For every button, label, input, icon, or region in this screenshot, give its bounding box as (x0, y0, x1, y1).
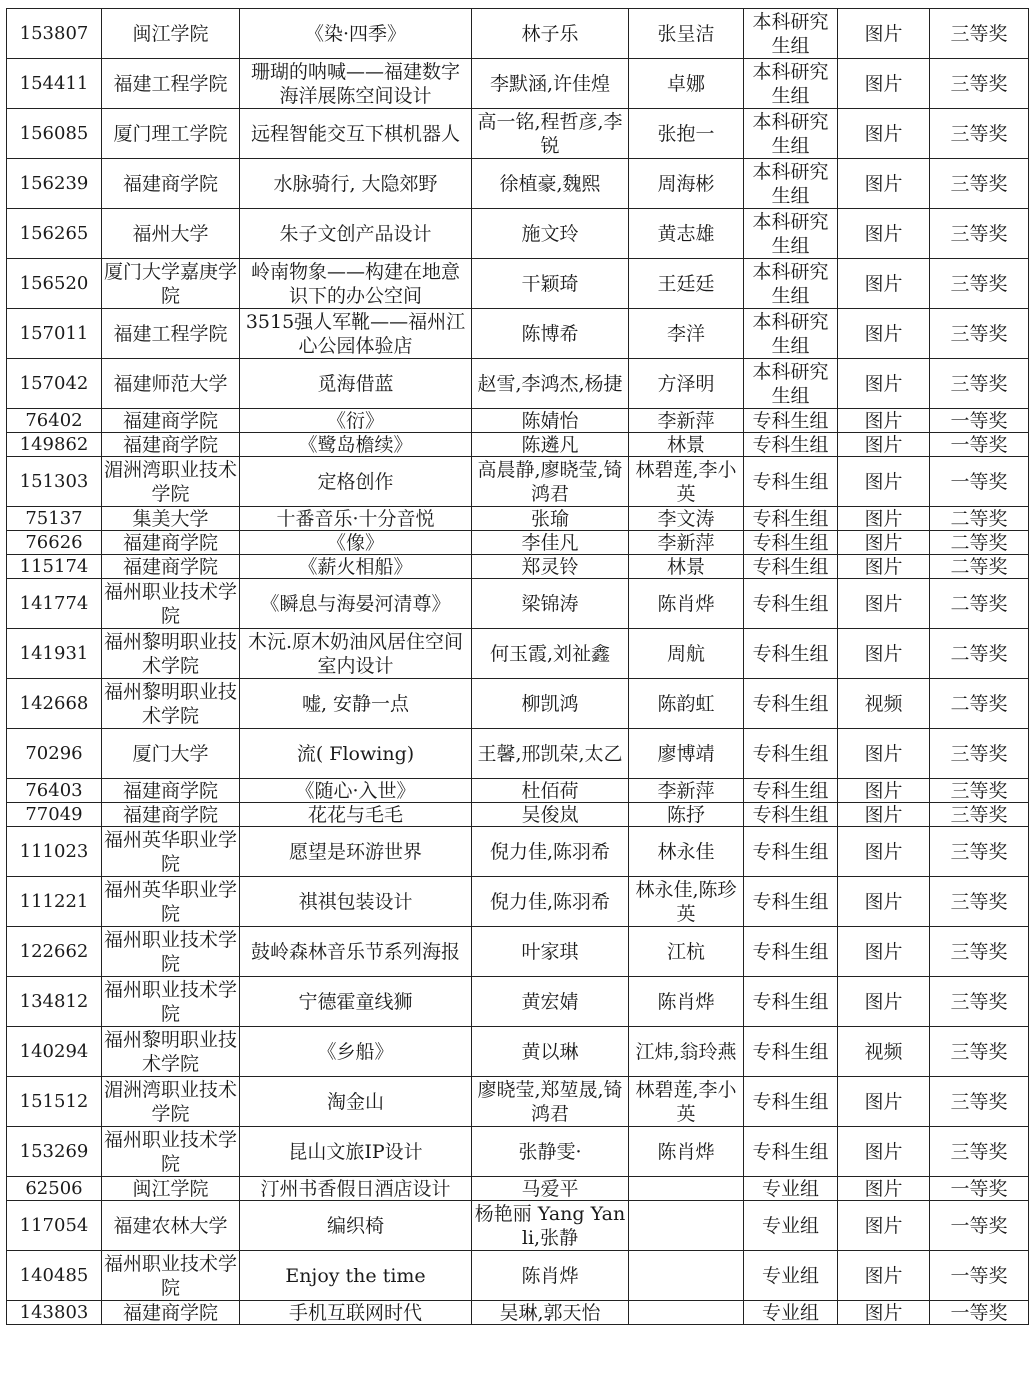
table-row (7, 457, 1029, 507)
group-cell: 专业组 (744, 1177, 838, 1201)
advisor-cell: 江炜,翁玲燕 (629, 1027, 744, 1077)
entry-id-cell: 149862 (7, 433, 102, 457)
table-row (7, 433, 1029, 457)
entry-id-cell: 111221 (7, 877, 102, 927)
group-cell: 本科研究生组 (744, 109, 838, 159)
award-cell: 一等奖 (930, 409, 1029, 433)
group-cell: 专科生组 (744, 803, 838, 827)
work-title-cell: 花花与毛毛 (240, 803, 472, 827)
group-cell: 专业组 (744, 1301, 838, 1325)
group-cell: 专科生组 (744, 555, 838, 579)
authors-cell: 倪力佳,陈羽希 (472, 877, 629, 927)
work-title-cell: 定格创作 (240, 457, 472, 507)
work-type-cell: 图片 (838, 579, 930, 629)
authors-cell: 干颖琦 (472, 259, 629, 309)
work-type-cell: 图片 (838, 309, 930, 359)
school-cell: 厦门大学嘉庚学院 (102, 259, 240, 309)
entry-id-cell: 70296 (7, 729, 102, 779)
entry-id-cell: 153269 (7, 1127, 102, 1177)
group-cell: 本科研究生组 (744, 259, 838, 309)
advisor-cell: 王廷廷 (629, 259, 744, 309)
school-cell: 福建工程学院 (102, 309, 240, 359)
authors-cell: 倪力佳,陈羽希 (472, 827, 629, 877)
authors-cell: 李默涵,许佳煌 (472, 59, 629, 109)
table-row (7, 309, 1029, 359)
table-row (7, 1201, 1029, 1251)
entry-id-cell: 140294 (7, 1027, 102, 1077)
authors-cell: 陈遴凡 (472, 433, 629, 457)
table-row (7, 803, 1029, 827)
table-row (7, 555, 1029, 579)
school-cell: 福建商学院 (102, 159, 240, 209)
work-type-cell: 视频 (838, 1027, 930, 1077)
table-row (7, 1301, 1029, 1325)
table-row (7, 1177, 1029, 1201)
advisor-cell: 李新萍 (629, 779, 744, 803)
advisor-cell: 林景 (629, 555, 744, 579)
authors-cell: 张静雯· (472, 1127, 629, 1177)
work-type-cell: 图片 (838, 555, 930, 579)
school-cell: 湄洲湾职业技术学院 (102, 457, 240, 507)
school-cell: 福建师范大学 (102, 359, 240, 409)
work-type-cell: 图片 (838, 59, 930, 109)
work-type-cell: 图片 (838, 531, 930, 555)
advisor-cell: 陈抒 (629, 803, 744, 827)
table-row (7, 629, 1029, 679)
work-type-cell: 图片 (838, 259, 930, 309)
group-cell: 本科研究生组 (744, 309, 838, 359)
work-title-cell: 《随心·入世》 (240, 779, 472, 803)
authors-cell: 柳凯鸿 (472, 679, 629, 729)
group-cell: 专科生组 (744, 827, 838, 877)
group-cell: 本科研究生组 (744, 159, 838, 209)
advisor-cell: 李文涛 (629, 507, 744, 531)
table-row (7, 1077, 1029, 1127)
award-cell: 一等奖 (930, 1201, 1029, 1251)
school-cell: 福州职业技术学院 (102, 579, 240, 629)
award-cell: 三等奖 (930, 877, 1029, 927)
entry-id-cell: 111023 (7, 827, 102, 877)
award-cell: 三等奖 (930, 259, 1029, 309)
work-type-cell: 图片 (838, 1251, 930, 1301)
entry-id-cell: 156085 (7, 109, 102, 159)
table-row (7, 877, 1029, 927)
table-row (7, 409, 1029, 433)
authors-cell: 李佳凡 (472, 531, 629, 555)
advisor-cell: 廖博靖 (629, 729, 744, 779)
work-type-cell: 图片 (838, 9, 930, 59)
group-cell: 专科生组 (744, 457, 838, 507)
work-title-cell: 《鹭岛檐续》 (240, 433, 472, 457)
school-cell: 福建工程学院 (102, 59, 240, 109)
work-title-cell: 嘘, 安静一点 (240, 679, 472, 729)
work-title-cell: Enjoy the time (240, 1251, 472, 1301)
advisor-cell: 陈肖烨 (629, 977, 744, 1027)
work-type-cell: 图片 (838, 803, 930, 827)
authors-cell: 高晨静,廖晓莹,锜鸿君 (472, 457, 629, 507)
work-type-cell: 图片 (838, 779, 930, 803)
work-title-cell: 朱子文创产品设计 (240, 209, 472, 259)
table-row (7, 159, 1029, 209)
award-cell: 三等奖 (930, 309, 1029, 359)
school-cell: 闽江学院 (102, 9, 240, 59)
advisor-cell: 周海彬 (629, 159, 744, 209)
school-cell: 福建商学院 (102, 803, 240, 827)
award-cell: 三等奖 (930, 779, 1029, 803)
group-cell: 本科研究生组 (744, 359, 838, 409)
work-type-cell: 图片 (838, 977, 930, 1027)
entry-id-cell: 157042 (7, 359, 102, 409)
work-type-cell: 图片 (838, 109, 930, 159)
work-type-cell: 图片 (838, 1127, 930, 1177)
work-title-cell: 愿望是环游世界 (240, 827, 472, 877)
work-title-cell: 宁德霍童线狮 (240, 977, 472, 1027)
award-cell: 三等奖 (930, 209, 1029, 259)
authors-cell: 高一铭,程哲彦,李锐 (472, 109, 629, 159)
authors-cell: 陈博希 (472, 309, 629, 359)
group-cell: 专科生组 (744, 977, 838, 1027)
entry-id-cell: 76402 (7, 409, 102, 433)
table-row (7, 779, 1029, 803)
table-row (7, 259, 1029, 309)
advisor-cell: 卓娜 (629, 59, 744, 109)
work-title-cell: 《像》 (240, 531, 472, 555)
entry-id-cell: 117054 (7, 1201, 102, 1251)
entry-id-cell: 157011 (7, 309, 102, 359)
work-title-cell: 流( Flowing) (240, 729, 472, 779)
award-cell: 一等奖 (930, 1251, 1029, 1301)
awards-table-body (7, 9, 1029, 1325)
award-cell: 二等奖 (930, 531, 1029, 555)
advisor-cell: 陈肖烨 (629, 579, 744, 629)
work-title-cell: 远程智能交互下棋机器人 (240, 109, 472, 159)
table-row (7, 1127, 1029, 1177)
work-title-cell: 岭南物象——构建在地意识下的办公空间 (240, 259, 472, 309)
advisor-cell: 黄志雄 (629, 209, 744, 259)
table-row (7, 209, 1029, 259)
award-cell: 三等奖 (930, 1077, 1029, 1127)
awards-table (6, 8, 1029, 1325)
award-cell: 三等奖 (930, 59, 1029, 109)
work-title-cell: 水脉骑行, 大隐郊野 (240, 159, 472, 209)
authors-cell: 梁锦涛 (472, 579, 629, 629)
entry-id-cell: 141931 (7, 629, 102, 679)
advisor-cell: 张呈洁 (629, 9, 744, 59)
work-title-cell: 编织椅 (240, 1201, 472, 1251)
advisor-cell: 林景 (629, 433, 744, 457)
school-cell: 福建商学院 (102, 779, 240, 803)
entry-id-cell: 156265 (7, 209, 102, 259)
advisor-cell: 陈韵虹 (629, 679, 744, 729)
advisor-cell (629, 1201, 744, 1251)
entry-id-cell: 153807 (7, 9, 102, 59)
school-cell: 福州职业技术学院 (102, 927, 240, 977)
work-type-cell: 图片 (838, 159, 930, 209)
work-type-cell: 图片 (838, 209, 930, 259)
school-cell: 福州黎明职业技术学院 (102, 629, 240, 679)
award-cell: 三等奖 (930, 803, 1029, 827)
table-row (7, 1027, 1029, 1077)
school-cell: 集美大学 (102, 507, 240, 531)
entry-id-cell: 140485 (7, 1251, 102, 1301)
advisor-cell: 周航 (629, 629, 744, 679)
advisor-cell: 方泽明 (629, 359, 744, 409)
group-cell: 专科生组 (744, 1127, 838, 1177)
authors-cell: 陈婧怡 (472, 409, 629, 433)
table-row (7, 9, 1029, 59)
advisor-cell: 陈肖烨 (629, 1127, 744, 1177)
entry-id-cell: 77049 (7, 803, 102, 827)
table-row (7, 679, 1029, 729)
group-cell: 本科研究生组 (744, 209, 838, 259)
school-cell: 福州黎明职业技术学院 (102, 679, 240, 729)
authors-cell: 黄宏婧 (472, 977, 629, 1027)
work-title-cell: 鼓岭森林音乐节系列海报 (240, 927, 472, 977)
school-cell: 厦门大学 (102, 729, 240, 779)
work-title-cell: 祺祺包装设计 (240, 877, 472, 927)
authors-cell: 吴俊岚 (472, 803, 629, 827)
authors-cell: 赵雪,李鸿杰,杨捷 (472, 359, 629, 409)
work-title-cell: 《染·四季》 (240, 9, 472, 59)
authors-cell: 林子乐 (472, 9, 629, 59)
school-cell: 福州英华职业学院 (102, 827, 240, 877)
work-type-cell: 图片 (838, 629, 930, 679)
entry-id-cell: 143803 (7, 1301, 102, 1325)
group-cell: 专科生组 (744, 409, 838, 433)
authors-cell: 陈肖烨 (472, 1251, 629, 1301)
award-cell: 二等奖 (930, 555, 1029, 579)
entry-id-cell: 75137 (7, 507, 102, 531)
work-title-cell: 昆山文旅IP设计 (240, 1127, 472, 1177)
entry-id-cell: 156239 (7, 159, 102, 209)
table-row (7, 109, 1029, 159)
entry-id-cell: 115174 (7, 555, 102, 579)
award-cell: 三等奖 (930, 9, 1029, 59)
school-cell: 福州黎明职业技术学院 (102, 1027, 240, 1077)
work-type-cell: 图片 (838, 1077, 930, 1127)
school-cell: 福建商学院 (102, 433, 240, 457)
school-cell: 福州职业技术学院 (102, 1127, 240, 1177)
work-type-cell: 图片 (838, 1301, 930, 1325)
work-type-cell: 图片 (838, 1177, 930, 1201)
school-cell: 湄洲湾职业技术学院 (102, 1077, 240, 1127)
work-type-cell: 图片 (838, 507, 930, 531)
group-cell: 专科生组 (744, 531, 838, 555)
work-type-cell: 图片 (838, 359, 930, 409)
authors-cell: 徐植豪,魏熙 (472, 159, 629, 209)
school-cell: 福州职业技术学院 (102, 1251, 240, 1301)
advisor-cell: 林碧莲,李小英 (629, 457, 744, 507)
award-cell: 二等奖 (930, 507, 1029, 531)
work-type-cell: 图片 (838, 433, 930, 457)
group-cell: 专科生组 (744, 729, 838, 779)
group-cell: 专科生组 (744, 779, 838, 803)
work-type-cell: 图片 (838, 927, 930, 977)
authors-cell: 杜佰荷 (472, 779, 629, 803)
award-cell: 三等奖 (930, 827, 1029, 877)
work-type-cell: 图片 (838, 877, 930, 927)
table-row (7, 531, 1029, 555)
table-row (7, 827, 1029, 877)
award-cell: 三等奖 (930, 927, 1029, 977)
entry-id-cell: 134812 (7, 977, 102, 1027)
award-cell: 二等奖 (930, 629, 1029, 679)
table-row (7, 927, 1029, 977)
entry-id-cell: 76626 (7, 531, 102, 555)
authors-cell: 杨艳丽 Yang Yanli,张静 (472, 1201, 629, 1251)
entry-id-cell: 151512 (7, 1077, 102, 1127)
group-cell: 专科生组 (744, 1077, 838, 1127)
entry-id-cell: 141774 (7, 579, 102, 629)
school-cell: 福建商学院 (102, 555, 240, 579)
work-type-cell: 图片 (838, 729, 930, 779)
entry-id-cell: 122662 (7, 927, 102, 977)
school-cell: 闽江学院 (102, 1177, 240, 1201)
work-title-cell: 珊瑚的呐喊——福建数字海洋展陈空间设计 (240, 59, 472, 109)
group-cell: 专科生组 (744, 579, 838, 629)
award-cell: 三等奖 (930, 977, 1029, 1027)
advisor-cell: 李洋 (629, 309, 744, 359)
award-cell: 一等奖 (930, 1177, 1029, 1201)
entry-id-cell: 62506 (7, 1177, 102, 1201)
award-cell: 一等奖 (930, 457, 1029, 507)
entry-id-cell: 154411 (7, 59, 102, 109)
group-cell: 专业组 (744, 1201, 838, 1251)
entry-id-cell: 142668 (7, 679, 102, 729)
table-row (7, 59, 1029, 109)
work-type-cell: 图片 (838, 457, 930, 507)
work-title-cell: 《衍》 (240, 409, 472, 433)
school-cell: 福建农林大学 (102, 1201, 240, 1251)
group-cell: 专科生组 (744, 679, 838, 729)
group-cell: 专科生组 (744, 927, 838, 977)
work-title-cell: 十番音乐·十分音悦 (240, 507, 472, 531)
group-cell: 本科研究生组 (744, 59, 838, 109)
group-cell: 专业组 (744, 1251, 838, 1301)
table-row (7, 579, 1029, 629)
authors-cell: 叶家琪 (472, 927, 629, 977)
school-cell: 福州大学 (102, 209, 240, 259)
advisor-cell (629, 1177, 744, 1201)
group-cell: 专科生组 (744, 433, 838, 457)
authors-cell: 吴琳,郭天怡 (472, 1301, 629, 1325)
school-cell: 福建商学院 (102, 1301, 240, 1325)
school-cell: 福建商学院 (102, 409, 240, 433)
group-cell: 专科生组 (744, 507, 838, 531)
work-title-cell: 觅海借蓝 (240, 359, 472, 409)
advisor-cell: 李新萍 (629, 409, 744, 433)
award-cell: 三等奖 (930, 1027, 1029, 1077)
award-cell: 三等奖 (930, 359, 1029, 409)
work-title-cell: 木沅.原木奶油风居住空间室内设计 (240, 629, 472, 679)
group-cell: 专科生组 (744, 629, 838, 679)
award-cell: 一等奖 (930, 1301, 1029, 1325)
award-cell: 一等奖 (930, 433, 1029, 457)
award-cell: 二等奖 (930, 679, 1029, 729)
work-title-cell: 淘金山 (240, 1077, 472, 1127)
entry-id-cell: 76403 (7, 779, 102, 803)
authors-cell: 廖晓莹,郑堃晟,锜鸿君 (472, 1077, 629, 1127)
work-title-cell: 《薪火相船》 (240, 555, 472, 579)
award-cell: 三等奖 (930, 1127, 1029, 1177)
award-cell: 二等奖 (930, 579, 1029, 629)
entry-id-cell: 156520 (7, 259, 102, 309)
authors-cell: 王馨,邢凯荣,太乙 (472, 729, 629, 779)
table-row (7, 977, 1029, 1027)
advisor-cell (629, 1251, 744, 1301)
advisor-cell: 林永佳,陈珍英 (629, 877, 744, 927)
advisor-cell: 江杭 (629, 927, 744, 977)
work-title-cell: 《乡船》 (240, 1027, 472, 1077)
authors-cell: 张瑜 (472, 507, 629, 531)
award-cell: 三等奖 (930, 109, 1029, 159)
table-row (7, 359, 1029, 409)
work-type-cell: 图片 (838, 827, 930, 877)
group-cell: 专科生组 (744, 1027, 838, 1077)
work-type-cell: 图片 (838, 409, 930, 433)
authors-cell: 施文玲 (472, 209, 629, 259)
award-cell: 三等奖 (930, 159, 1029, 209)
award-cell: 三等奖 (930, 729, 1029, 779)
advisor-cell: 林碧莲,李小英 (629, 1077, 744, 1127)
school-cell: 福州英华职业学院 (102, 877, 240, 927)
work-title-cell: 汀州书香假日酒店设计 (240, 1177, 472, 1201)
table-row (7, 507, 1029, 531)
authors-cell: 何玉霞,刘祉鑫 (472, 629, 629, 679)
entry-id-cell: 151303 (7, 457, 102, 507)
advisor-cell: 林永佳 (629, 827, 744, 877)
work-title-cell: 3515强人军靴——福州江心公园体验店 (240, 309, 472, 359)
school-cell: 厦门理工学院 (102, 109, 240, 159)
table-row (7, 1251, 1029, 1301)
work-type-cell: 视频 (838, 679, 930, 729)
advisor-cell: 李新萍 (629, 531, 744, 555)
work-type-cell: 图片 (838, 1201, 930, 1251)
authors-cell: 黄以琳 (472, 1027, 629, 1077)
table-row (7, 729, 1029, 779)
advisor-cell: 张抱一 (629, 109, 744, 159)
advisor-cell (629, 1301, 744, 1325)
work-title-cell: 手机互联网时代 (240, 1301, 472, 1325)
authors-cell: 郑灵铃 (472, 555, 629, 579)
school-cell: 福建商学院 (102, 531, 240, 555)
group-cell: 本科研究生组 (744, 9, 838, 59)
authors-cell: 马爱平 (472, 1177, 629, 1201)
work-title-cell: 《瞬息与海晏河清尊》 (240, 579, 472, 629)
group-cell: 专科生组 (744, 877, 838, 927)
school-cell: 福州职业技术学院 (102, 977, 240, 1027)
